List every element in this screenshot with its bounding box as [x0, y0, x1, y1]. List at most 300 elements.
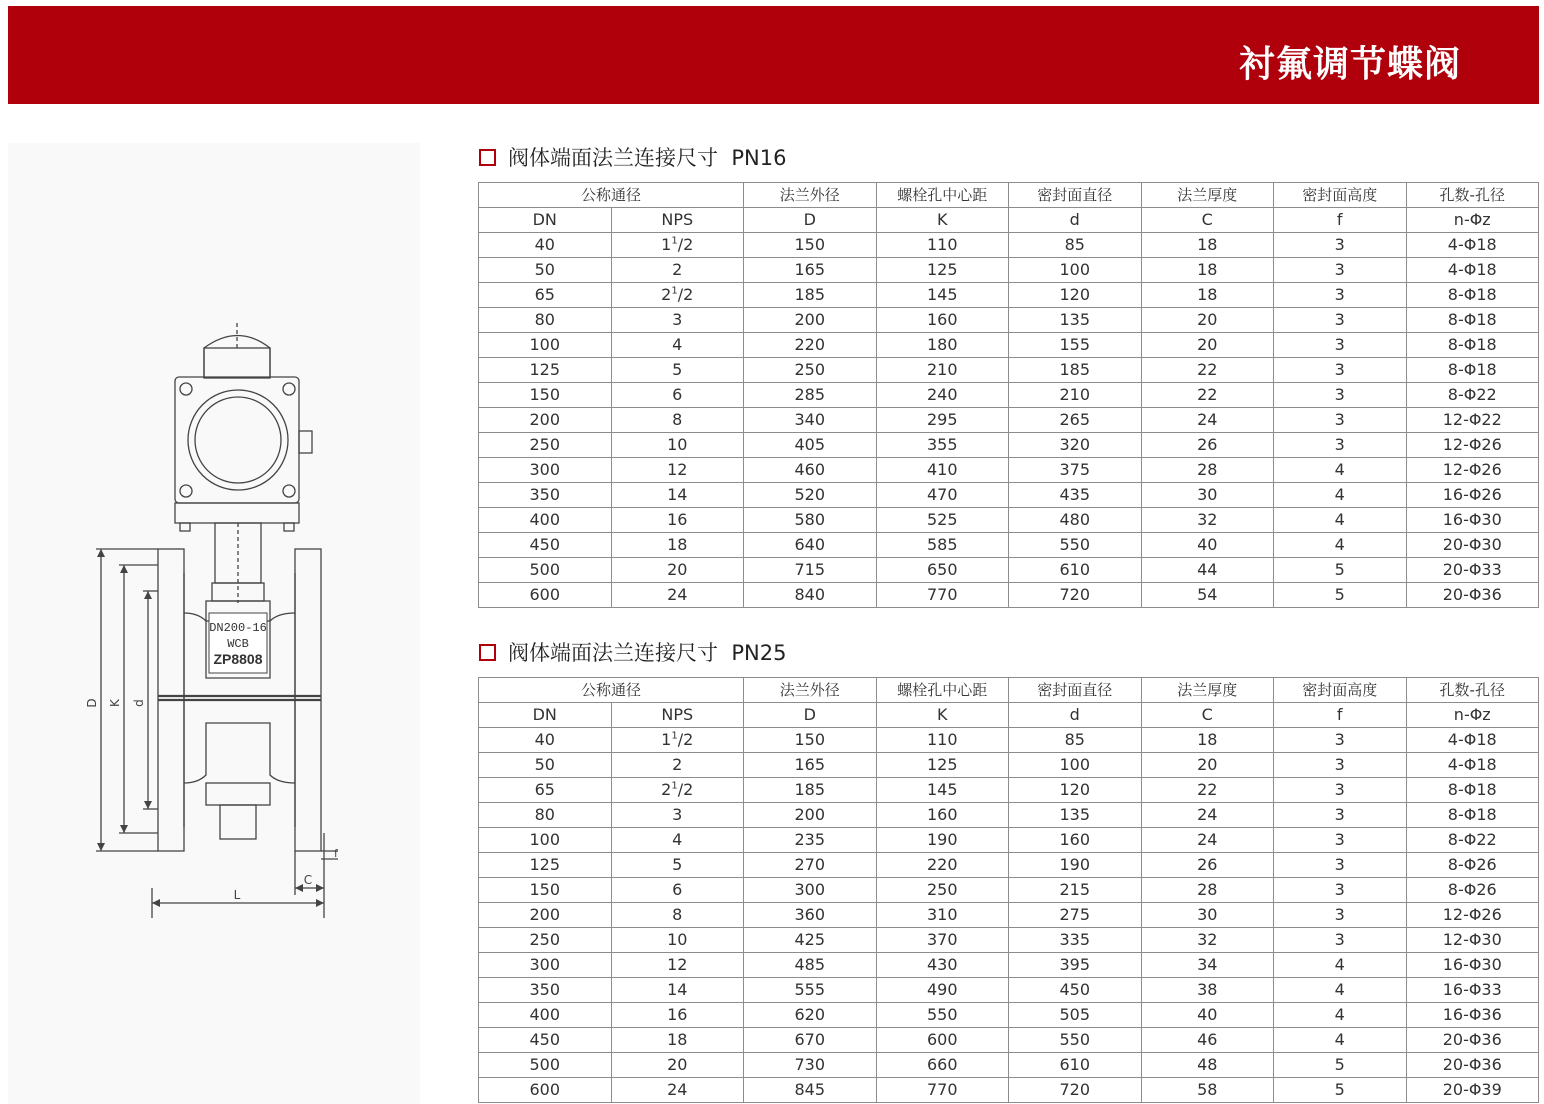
table-cell: 3 [1274, 308, 1407, 333]
column-header: 螺栓孔中心距 [876, 183, 1009, 208]
flange-dimension-table-pn25 [478, 677, 1539, 1103]
column-symbol: DN [479, 208, 612, 233]
table-cell: $1^1/2$ [611, 233, 744, 258]
section-title-pn25 [479, 637, 786, 667]
table-cell: 38 [1141, 978, 1274, 1003]
table-cell: 3 [1274, 233, 1407, 258]
table-cell: 14 [611, 483, 744, 508]
column-header: 法兰厚度 [1141, 183, 1274, 208]
table-cell: 30 [1141, 903, 1274, 928]
nameplate-line-3: ZP8808 [213, 651, 263, 667]
table-cell: 220 [744, 333, 877, 358]
table-row [479, 508, 1539, 533]
table-cell: 600 [479, 1078, 612, 1103]
table-row [479, 728, 1539, 753]
table-cell: 4-Φ18 [1406, 753, 1539, 778]
table-cell: 24 [1141, 803, 1274, 828]
table-cell: 4 [1274, 508, 1407, 533]
table-cell: 100 [1009, 258, 1142, 283]
table-cell: 265 [1009, 408, 1142, 433]
table-cell: 125 [876, 258, 1009, 283]
table-row [479, 1003, 1539, 1028]
table-cell: 125 [479, 853, 612, 878]
table-cell: 12 [611, 458, 744, 483]
column-header: 密封面高度 [1274, 678, 1407, 703]
table-cell: 720 [1009, 1078, 1142, 1103]
table-cell: 320 [1009, 433, 1142, 458]
table-row [479, 333, 1539, 358]
table-cell: 125 [876, 753, 1009, 778]
column-header: 密封面直径 [1009, 678, 1142, 703]
table-cell: 410 [876, 458, 1009, 483]
table-cell: 6 [611, 878, 744, 903]
table-cell: 54 [1141, 583, 1274, 608]
table-header-row [479, 183, 1539, 208]
table-cell: 120 [1009, 283, 1142, 308]
column-symbol: C [1141, 208, 1274, 233]
table-cell: 650 [876, 558, 1009, 583]
table-cell: 270 [744, 853, 877, 878]
column-header: 法兰外径 [744, 678, 877, 703]
table-cell: 40 [1141, 1003, 1274, 1028]
table-cell: 16-Φ33 [1406, 978, 1539, 1003]
table-cell: 165 [744, 753, 877, 778]
table-cell: 20 [1141, 333, 1274, 358]
table-cell: 20-Φ30 [1406, 533, 1539, 558]
column-symbol: D [744, 208, 877, 233]
table-cell: 100 [479, 828, 612, 853]
table-cell: 20 [611, 1053, 744, 1078]
table-cell: 730 [744, 1053, 877, 1078]
table-row [479, 383, 1539, 408]
table-cell: 840 [744, 583, 877, 608]
table-cell: 5 [611, 358, 744, 383]
table-row [479, 1053, 1539, 1078]
table-cell: 180 [876, 333, 1009, 358]
table-cell: 845 [744, 1078, 877, 1103]
table-cell: 450 [1009, 978, 1142, 1003]
table-cell: 26 [1141, 433, 1274, 458]
table-cell: 250 [744, 358, 877, 383]
table-cell: 425 [744, 928, 877, 953]
table-row [479, 458, 1539, 483]
table-cell: 80 [479, 803, 612, 828]
table-row [479, 533, 1539, 558]
column-symbol: D [744, 703, 877, 728]
column-header: 孔数-孔径 [1406, 183, 1539, 208]
table-cell: 210 [876, 358, 1009, 383]
table-cell: 480 [1009, 508, 1142, 533]
table-cell: 12-Φ26 [1406, 433, 1539, 458]
table-cell: 20 [611, 558, 744, 583]
table-cell: 3 [1274, 878, 1407, 903]
table-cell: 4 [611, 828, 744, 853]
table-cell: 3 [1274, 853, 1407, 878]
table-cell: 460 [744, 458, 877, 483]
dimension-label-d: d [132, 699, 146, 707]
table-row [479, 483, 1539, 508]
table-cell: 3 [1274, 778, 1407, 803]
table-cell: 500 [479, 1053, 612, 1078]
table-row [479, 358, 1539, 383]
table-cell: 350 [479, 978, 612, 1003]
table-cell: 24 [611, 1078, 744, 1103]
page-title: 衬氟调节蝶阀 [1238, 44, 1461, 85]
checkbox-icon [479, 644, 496, 661]
column-symbol: DN [479, 703, 612, 728]
table-cell: 250 [479, 928, 612, 953]
table-cell: 4 [1274, 1003, 1407, 1028]
table-cell: 400 [479, 508, 612, 533]
table-cell: 720 [1009, 583, 1142, 608]
table-cell: 4-Φ18 [1406, 728, 1539, 753]
table-row [479, 558, 1539, 583]
table-cell: 155 [1009, 333, 1142, 358]
table-cell: 85 [1009, 233, 1142, 258]
table-cell: 8-Φ22 [1406, 383, 1539, 408]
table-cell: 275 [1009, 903, 1142, 928]
column-symbol: f [1274, 208, 1407, 233]
table-cell: 12-Φ30 [1406, 928, 1539, 953]
table-cell: 100 [1009, 753, 1142, 778]
table-cell: 5 [1274, 583, 1407, 608]
table-cell: 160 [876, 803, 1009, 828]
table-cell: 215 [1009, 878, 1142, 903]
table-cell: 360 [744, 903, 877, 928]
table-row [479, 408, 1539, 433]
table-cell: 20-Φ36 [1406, 1053, 1539, 1078]
table-cell: 200 [744, 803, 877, 828]
table-cell: 250 [876, 878, 1009, 903]
table-cell: 22 [1141, 358, 1274, 383]
table-cell: 8 [611, 903, 744, 928]
table-cell: 12-Φ22 [1406, 408, 1539, 433]
table-cell: 300 [479, 953, 612, 978]
table-cell: 6 [611, 383, 744, 408]
table-cell: 470 [876, 483, 1009, 508]
table-cell: 585 [876, 533, 1009, 558]
table-cell: 300 [479, 458, 612, 483]
column-header: 法兰外径 [744, 183, 877, 208]
table-cell: 8-Φ18 [1406, 803, 1539, 828]
table-cell: 65 [479, 778, 612, 803]
table-cell: 3 [1274, 903, 1407, 928]
table-cell: 44 [1141, 558, 1274, 583]
column-header: 法兰厚度 [1141, 678, 1274, 703]
table-cell: 335 [1009, 928, 1142, 953]
table-header-row [479, 678, 1539, 703]
table-cell: 16 [611, 1003, 744, 1028]
table-cell: 16 [611, 508, 744, 533]
table-cell: 770 [876, 583, 1009, 608]
table-cell: 16-Φ30 [1406, 953, 1539, 978]
table-cell: 3 [1274, 433, 1407, 458]
table-row [479, 753, 1539, 778]
table-cell: 85 [1009, 728, 1142, 753]
table-cell: 450 [479, 533, 612, 558]
table-cell: 3 [611, 308, 744, 333]
table-cell: 4 [1274, 978, 1407, 1003]
table-row [479, 803, 1539, 828]
table-cell: 200 [479, 903, 612, 928]
table-cell: 300 [744, 878, 877, 903]
table-cell: 185 [744, 778, 877, 803]
table-cell: 310 [876, 903, 1009, 928]
table-cell: 580 [744, 508, 877, 533]
table-cell: 8-Φ18 [1406, 333, 1539, 358]
dimension-label-C: C [303, 873, 313, 887]
table-cell: 295 [876, 408, 1009, 433]
table-cell: 18 [611, 1028, 744, 1053]
table-cell: 80 [479, 308, 612, 333]
table-row [479, 903, 1539, 928]
table-cell: 185 [1009, 358, 1142, 383]
table-cell: 12 [611, 953, 744, 978]
table-cell: $2^1/2$ [611, 283, 744, 308]
column-symbol: n-Φz [1406, 208, 1539, 233]
table-cell: 28 [1141, 878, 1274, 903]
table-cell: 18 [1141, 728, 1274, 753]
section-title-text: 阀体端面法兰连接尺寸 PN16 [508, 146, 787, 170]
table-cell: 4 [1274, 1028, 1407, 1053]
dimension-label-K: K [108, 699, 122, 707]
table-cell: 555 [744, 978, 877, 1003]
table-cell: 3 [1274, 928, 1407, 953]
table-cell: 4 [611, 333, 744, 358]
table-cell: 8-Φ26 [1406, 853, 1539, 878]
table-cell: 4 [1274, 953, 1407, 978]
table-cell: 4-Φ18 [1406, 233, 1539, 258]
table-cell: 150 [744, 728, 877, 753]
nameplate-line-2: WCB [227, 637, 249, 651]
table-cell: 500 [479, 558, 612, 583]
column-symbol: NPS [611, 208, 744, 233]
table-cell: 24 [611, 583, 744, 608]
table-cell: 220 [876, 853, 1009, 878]
table-row [479, 1028, 1539, 1053]
table-cell: 600 [479, 583, 612, 608]
table-cell: 670 [744, 1028, 877, 1053]
table-cell: 12-Φ26 [1406, 903, 1539, 928]
table-cell: 26 [1141, 853, 1274, 878]
section-title-text: 阀体端面法兰连接尺寸 PN25 [508, 641, 787, 665]
table-row [479, 233, 1539, 258]
column-header: 公称通径 [479, 678, 744, 703]
table-row [479, 978, 1539, 1003]
table-cell: 46 [1141, 1028, 1274, 1053]
table-cell: 28 [1141, 458, 1274, 483]
table-cell: 185 [744, 283, 877, 308]
table-cell: 610 [1009, 1053, 1142, 1078]
table-cell: 8-Φ18 [1406, 358, 1539, 383]
table-cell: 450 [479, 1028, 612, 1053]
table-cell: 395 [1009, 953, 1142, 978]
valve-technical-drawing [8, 143, 420, 1104]
table-subheader-row [479, 208, 1539, 233]
table-cell: 4 [1274, 458, 1407, 483]
table-row [479, 583, 1539, 608]
table-cell: 3 [1274, 283, 1407, 308]
table-cell: 5 [1274, 558, 1407, 583]
table-cell: 20-Φ39 [1406, 1078, 1539, 1103]
table-cell: 135 [1009, 803, 1142, 828]
section-title-pn16 [479, 142, 786, 172]
table-cell: 32 [1141, 508, 1274, 533]
table-cell: 145 [876, 283, 1009, 308]
table-cell: 58 [1141, 1078, 1274, 1103]
table-cell: 715 [744, 558, 877, 583]
table-cell: 3 [611, 803, 744, 828]
table-cell: 490 [876, 978, 1009, 1003]
table-row [479, 433, 1539, 458]
table-cell: 150 [479, 878, 612, 903]
table-cell: 20-Φ36 [1406, 583, 1539, 608]
table-cell: 3 [1274, 258, 1407, 283]
table-cell: 400 [479, 1003, 612, 1028]
table-cell: 18 [611, 533, 744, 558]
table-cell: 200 [479, 408, 612, 433]
table-cell: 3 [1274, 383, 1407, 408]
table-cell: 65 [479, 283, 612, 308]
table-cell: 20-Φ33 [1406, 558, 1539, 583]
table-cell: 200 [744, 308, 877, 333]
table-cell: 8-Φ18 [1406, 283, 1539, 308]
table-cell: 640 [744, 533, 877, 558]
header-banner [8, 6, 1539, 104]
table-cell: 770 [876, 1078, 1009, 1103]
column-header: 公称通径 [479, 183, 744, 208]
table-cell: 145 [876, 778, 1009, 803]
table-cell: 340 [744, 408, 877, 433]
table-cell: 435 [1009, 483, 1142, 508]
table-cell: 190 [876, 828, 1009, 853]
column-symbol: C [1141, 703, 1274, 728]
table-cell: 285 [744, 383, 877, 408]
table-cell: 240 [876, 383, 1009, 408]
table-cell: 3 [1274, 728, 1407, 753]
table-cell: 100 [479, 333, 612, 358]
table-cell: 660 [876, 1053, 1009, 1078]
nameplate-line-1: DN200-16 [209, 621, 267, 635]
column-symbol: n-Φz [1406, 703, 1539, 728]
table-cell: 5 [611, 853, 744, 878]
table-row [479, 953, 1539, 978]
table-cell: 550 [1009, 1028, 1142, 1053]
table-cell: 550 [876, 1003, 1009, 1028]
table-cell: 40 [479, 233, 612, 258]
table-cell: 8-Φ18 [1406, 778, 1539, 803]
table-cell: 210 [1009, 383, 1142, 408]
column-header: 密封面直径 [1009, 183, 1142, 208]
column-symbol: NPS [611, 703, 744, 728]
table-cell: 16-Φ26 [1406, 483, 1539, 508]
table-cell: 18 [1141, 283, 1274, 308]
table-cell: 190 [1009, 853, 1142, 878]
column-symbol: K [876, 703, 1009, 728]
table-cell: 10 [611, 928, 744, 953]
table-cell: 4 [1274, 483, 1407, 508]
dimension-label-L: L [233, 888, 241, 902]
table-cell: 610 [1009, 558, 1142, 583]
table-row [479, 308, 1539, 333]
table-cell: 160 [876, 308, 1009, 333]
table-cell: 3 [1274, 803, 1407, 828]
table-cell: 160 [1009, 828, 1142, 853]
table-cell: 3 [1274, 408, 1407, 433]
table-cell: 30 [1141, 483, 1274, 508]
table-cell: 3 [1274, 333, 1407, 358]
table-cell: 18 [1141, 258, 1274, 283]
table-cell: 5 [1274, 1078, 1407, 1103]
column-symbol: d [1009, 703, 1142, 728]
table-cell: 350 [479, 483, 612, 508]
table-cell: 485 [744, 953, 877, 978]
table-cell: 10 [611, 433, 744, 458]
column-symbol: K [876, 208, 1009, 233]
table-cell: 40 [1141, 533, 1274, 558]
column-header: 孔数-孔径 [1406, 678, 1539, 703]
table-cell: 2 [611, 753, 744, 778]
table-cell: 20 [1141, 753, 1274, 778]
table-cell: 370 [876, 928, 1009, 953]
table-cell: 525 [876, 508, 1009, 533]
table-cell: 12-Φ26 [1406, 458, 1539, 483]
table-cell: 550 [1009, 533, 1142, 558]
column-symbol: d [1009, 208, 1142, 233]
table-row [479, 878, 1539, 903]
table-cell: $1^1/2$ [611, 728, 744, 753]
table-cell: 5 [1274, 1053, 1407, 1078]
table-cell: 20 [1141, 308, 1274, 333]
table-cell: 430 [876, 953, 1009, 978]
table-cell: 125 [479, 358, 612, 383]
table-cell: 355 [876, 433, 1009, 458]
table-cell: 405 [744, 433, 877, 458]
table-row [479, 1078, 1539, 1103]
dimension-label-D: D [85, 698, 99, 708]
table-cell: 24 [1141, 828, 1274, 853]
table-cell: 8-Φ26 [1406, 878, 1539, 903]
table-cell: 4-Φ18 [1406, 258, 1539, 283]
table-cell: 3 [1274, 753, 1407, 778]
dimension-label-f: f [334, 847, 338, 860]
table-cell: 8-Φ22 [1406, 828, 1539, 853]
table-cell: 150 [479, 383, 612, 408]
table-cell: 22 [1141, 383, 1274, 408]
table-cell: 40 [479, 728, 612, 753]
table-cell: 24 [1141, 408, 1274, 433]
table-cell: 14 [611, 978, 744, 1003]
table-cell: 22 [1141, 778, 1274, 803]
table-cell: 20-Φ36 [1406, 1028, 1539, 1053]
table-row [479, 283, 1539, 308]
table-row [479, 258, 1539, 283]
table-cell: 250 [479, 433, 612, 458]
checkbox-icon [479, 149, 496, 166]
table-cell: 110 [876, 728, 1009, 753]
table-row [479, 828, 1539, 853]
table-cell: 620 [744, 1003, 877, 1028]
table-cell: 8-Φ18 [1406, 308, 1539, 333]
table-cell: 50 [479, 258, 612, 283]
table-cell: 165 [744, 258, 877, 283]
table-row [479, 778, 1539, 803]
table-cell: 18 [1141, 233, 1274, 258]
column-symbol: f [1274, 703, 1407, 728]
table-cell: 3 [1274, 828, 1407, 853]
table-row [479, 928, 1539, 953]
flange-dimension-table-pn16 [478, 182, 1539, 608]
